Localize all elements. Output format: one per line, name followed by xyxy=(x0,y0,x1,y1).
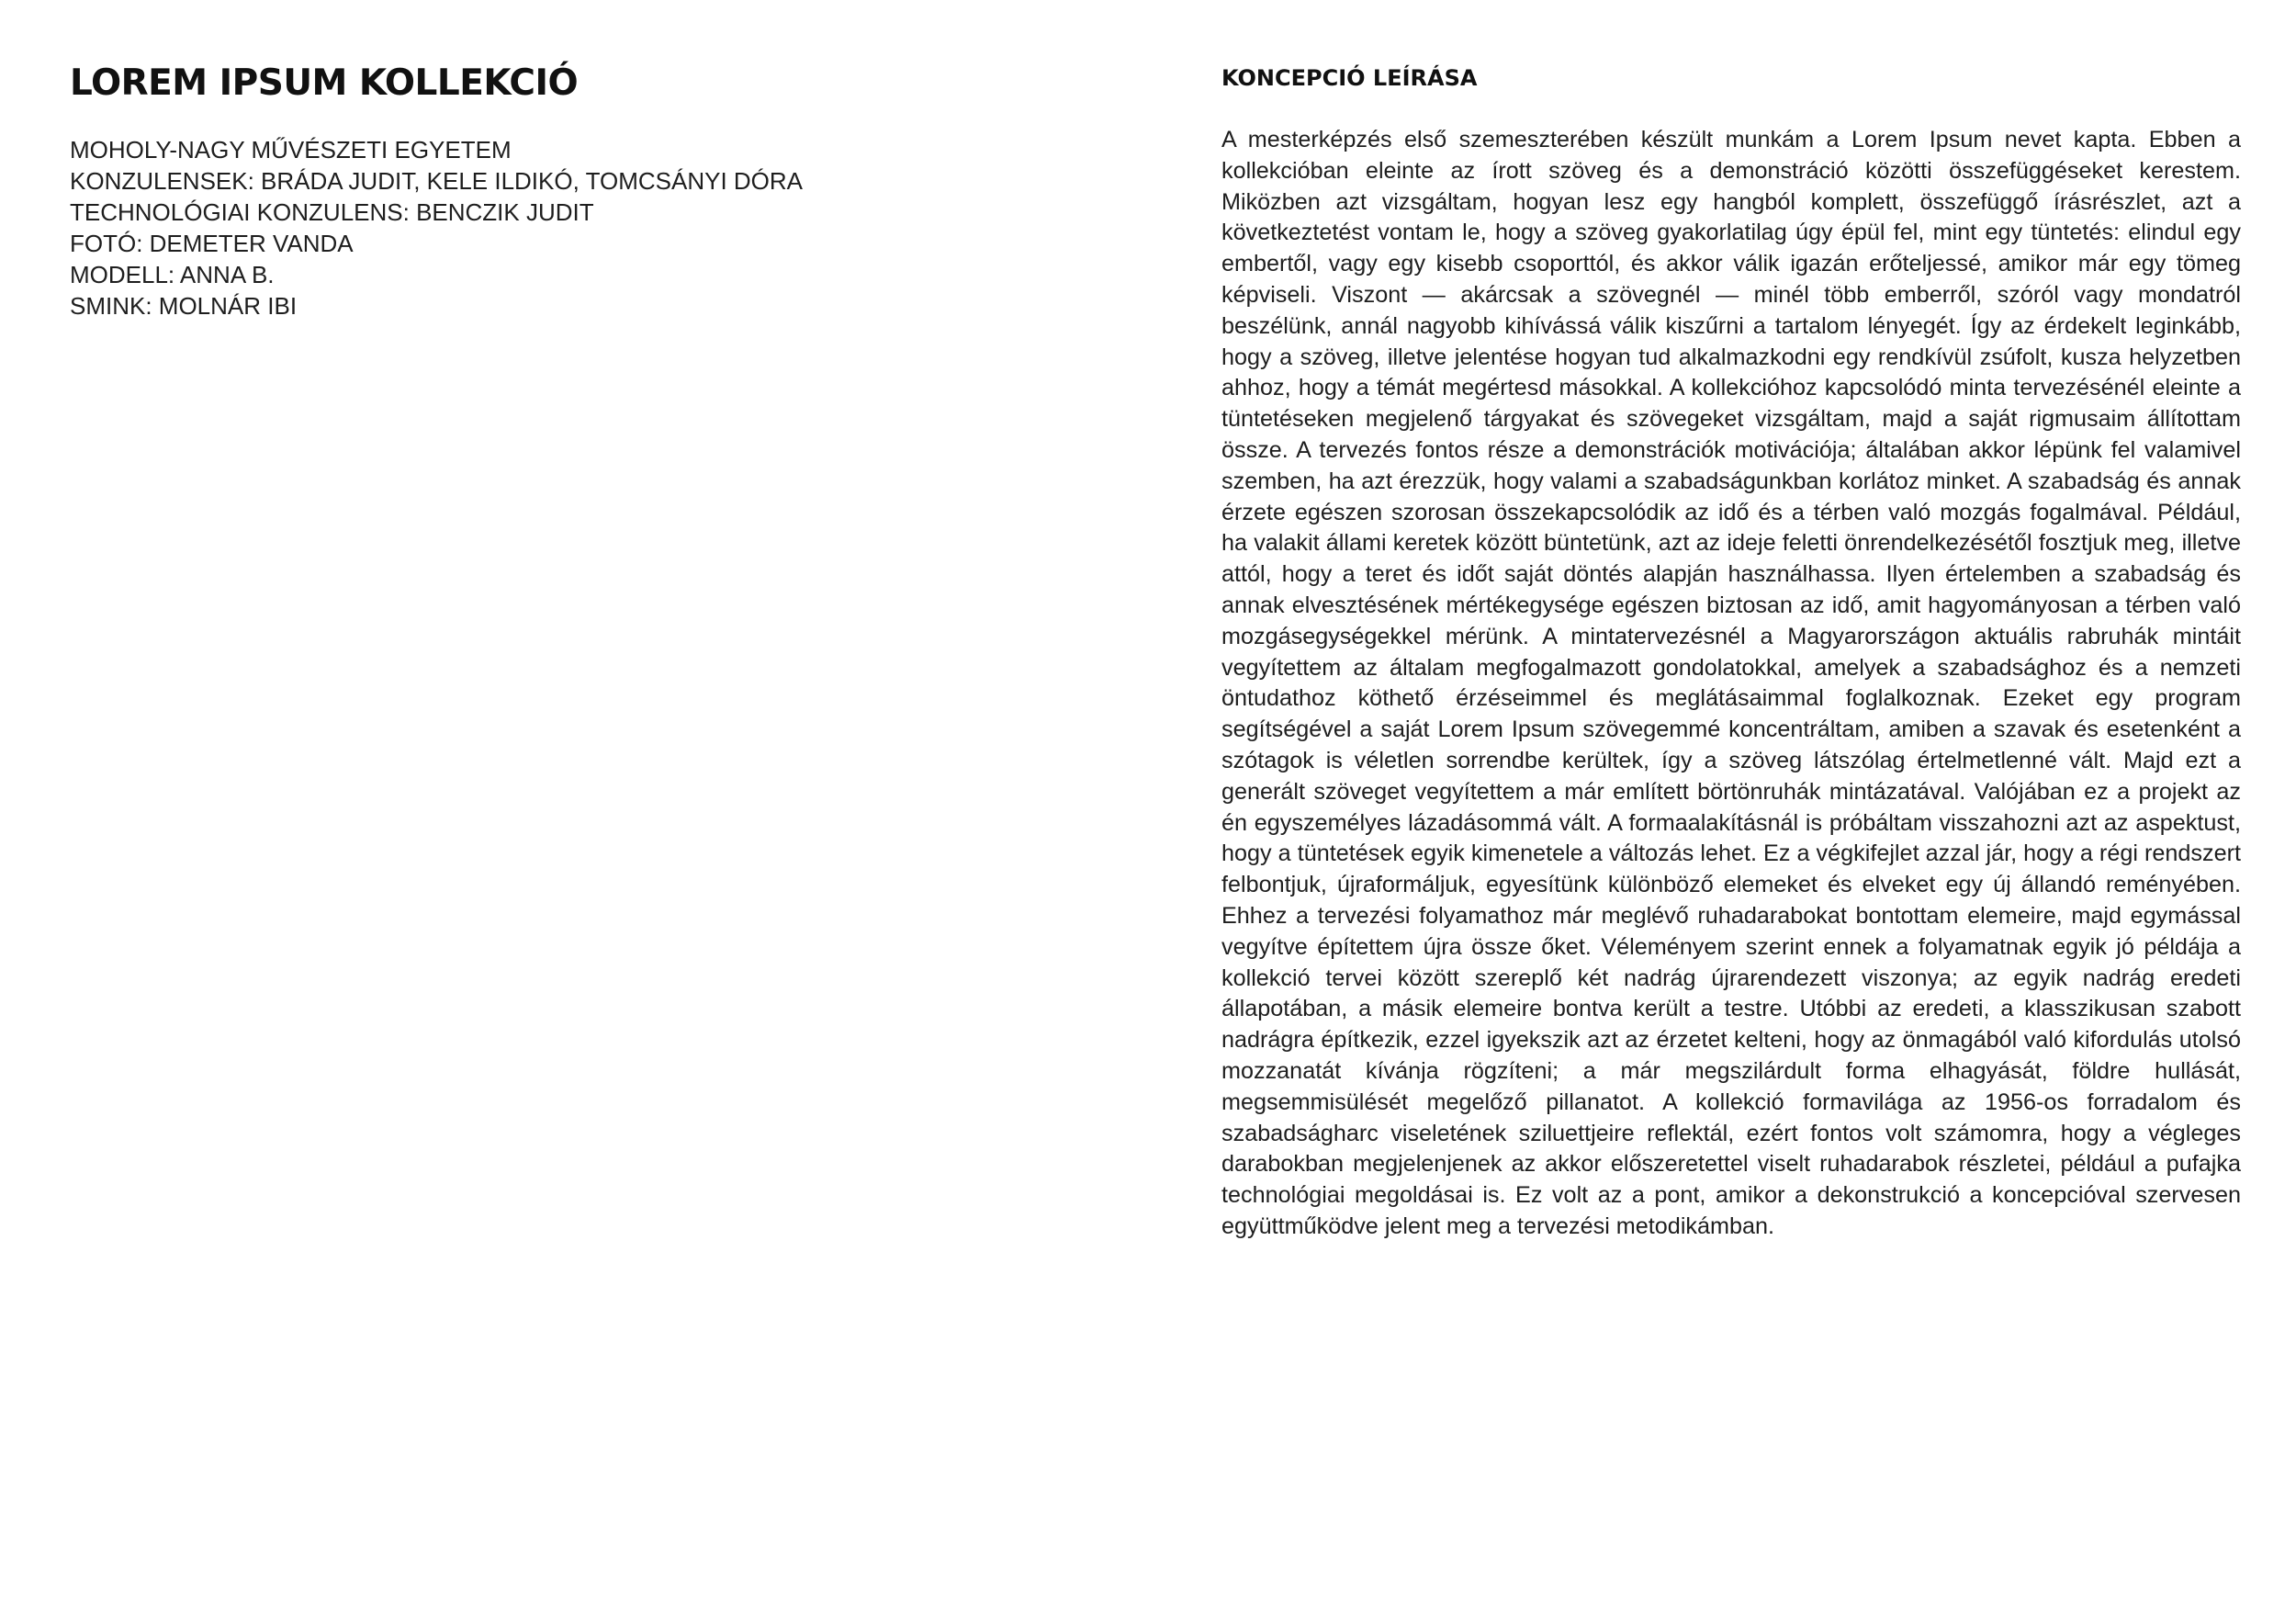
credit-model: MODELL: ANNA B. xyxy=(70,261,275,288)
credit-photo: FOTÓ: DEMETER VANDA xyxy=(70,230,354,257)
credit-technology-consultant: TECHNOLÓGIAI KONZULENS: BENCZIK JUDIT xyxy=(70,198,594,226)
concept-heading: KONCEPCIÓ LEÍRÁSA xyxy=(1221,65,1478,91)
credit-consultants: KONZULENSEK: BRÁDA JUDIT, KELE ILDIKÓ, TOMCSÁNYI DÓRA xyxy=(70,167,804,195)
credits-list xyxy=(70,134,803,321)
collection-title: LOREM IPSUM KOLLEKCIÓ xyxy=(70,62,579,104)
credit-university: MOHOLY-NAGY MŰVÉSZETI EGYETEM xyxy=(70,136,512,164)
right-page xyxy=(1148,0,2296,1624)
concept-description: A mesterképzés első szemeszterében készült munkám a Lorem Ipsum nevet kapta. Ebben a kollekcióban eleinte az írott szöveg és a demonstráció közötti összefüggéseket kerestem. Miközben azt vizsgáltam, hogyan lesz egy hangból komplett, összefüggő írásrészlet, azt a következtetést vontam le, hogy a szöveg gyakorlatilag úgy épül fel, mint egy tüntetés: elindul egy embertől, vagy egy kisebb csoporttól, és akkor válik igazán erőteljessé, amikor már egy tömeg képviseli. Viszont — akárcsak a szövegnél — minél több emberről, szóról vagy mondatról beszélünk, annál nagyobb kihívássá válik kiszűrni a tartalom lényegét. Így az érdekelt leginkább, hogy a szöveg, illetve jelentése hogyan tud alkalmazkodni egy rendkívül zsúfolt, kusza helyzetben ahhoz, hogy a témát megértesd másokkal. A kollekcióhoz kapcsolódó minta tervezésénél eleinte a tüntetéseken megjelenő tárgyakat és szövegeket vizsgáltam, majd a saját rigmusaim állítottam össze. A tervezés fontos része a demonstrációk motivációja; általában akkor lépünk fel valamivel szemben, ha azt érezzük, hogy valami a szabadságunkban korlátoz minket. A szabadság és annak érzete egészen szorosan összekapcsolódik az idő és a térben való mozgás fogalmával. Például, ha valakit állami keretek között büntetünk, azt az ideje feletti önrendelkezésétől fosztjuk meg, illetve attól, hogy a teret és időt saját döntés alapján használhassa. Ilyen értelemben a szabadság és annak elvesztésének mértékegysége egészen biztosan az idő, amit hagyományosan a térben való mozgásegységekkel mérünk. A mintatervezésnél a Magyarországon aktuális rabruhák mintáit vegyítettem az általam megfogalmazott gondolatokkal, amelyek a szabadsághoz és a nemzeti öntudathoz köthető érzéseimmel és meglátásaimmal foglalkoznak. Ezeket egy program segítségével a saját Lorem Ipsum szövegemmé koncentráltam, amiben a szavak és esetenként a szótagok is véletlen sorrendbe kerültek, így a szöveg látszólag értelmetlenné vált. Majd ezt a generált szöveget vegyítettem a már említett börtönruhák mintázatával. Valójában ez a projekt az én egyszemélyes lázadásommá vált. A formaalakításnál is próbáltam visszahozni azt az aspektust, hogy a tüntetések egyik kimenetele a változás lehet. Ez a végkifejlet azzal jár, hogy a régi rendszert felbontjuk, újraformáljuk, egyesítünk különböző elemeket és elveket egy új állandó reményében. Ehhez a tervezési folyamathoz már meglévő ruhadarabokat bontottam elemeire, majd egymással vegyítve építettem újra össze őket. Véleményem szerint ennek a folyamatnak egyik jó példája a kollekció tervei között szereplő két nadrág újrarendezett viszonya; az egyik nadrág eredeti állapotában, a másik elemeire bontva került a testre. Utóbbi az eredeti, a klasszikusan szabott nadrágra építkezik, ezzel igyekszik azt az érzetet kelteni, hogy az önmagából való kifordulás utolsó mozzanatát kívánja rögzíteni; a már megszilárdult forma elhagyását, földre hullását, megsemmisülését megelőző pillanatot. A kollekció formavilága az 1956-os forradalom és szabadságharc viseletének sziluettjeire reflektál, ezért fontos volt számomra, hogy a végleges darabokban megjelenjenek az akkor előszeretettel viselt ruhadarabok részletei, például a pufajka technológiai megoldásai is. Ez volt az a pont, amikor a dekonstrukció a koncepcióval szervesen együttműködve jelent meg a tervezési metodikámban. xyxy=(1221,127,2241,1239)
credit-makeup: SMINK: MOLNÁR IBI xyxy=(70,292,298,320)
